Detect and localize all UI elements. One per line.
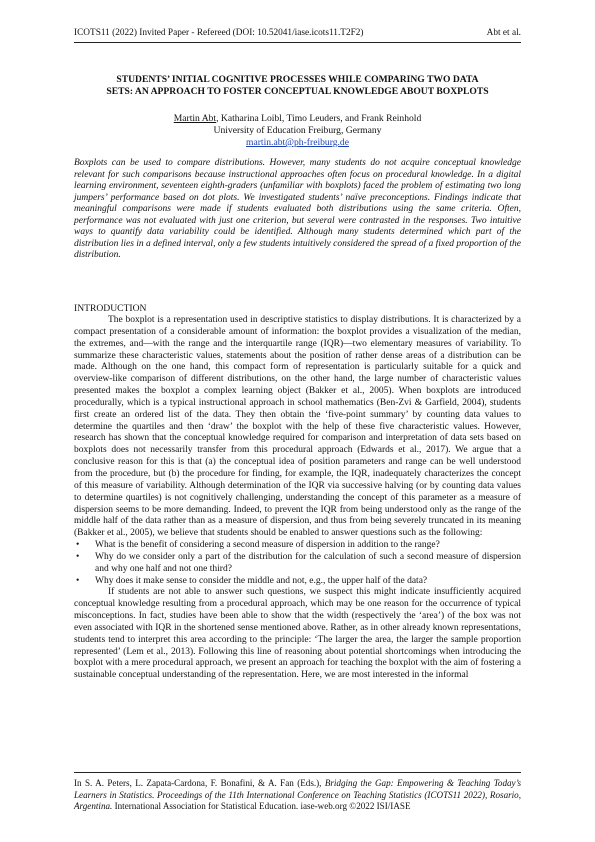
affiliation: University of Education Freiburg, Germany	[213, 125, 382, 136]
presenting-author: Martin Abt	[173, 113, 217, 124]
question-list	[74, 540, 521, 587]
title-line-1: STUDENTS’ INITIAL COGNITIVE PROCESSES WHILE COMPARING TWO DATA	[116, 74, 479, 85]
bullet-icon: •	[76, 540, 80, 551]
author-names	[74, 113, 521, 125]
co-authors: , Katharina Loibl, Timo Leuders, and Frank Reinhold	[216, 113, 422, 124]
list-item	[74, 552, 521, 576]
list-item-text: Why does it make sense to consider the middle and not, e.g., the upper half of the data?	[95, 575, 428, 586]
bullet-icon: •	[76, 551, 80, 562]
footer-rule	[74, 772, 521, 773]
list-item	[74, 576, 521, 588]
author-block	[74, 113, 521, 149]
footer-publisher: International Association for Statistical Education. iase-web.org ©2022 ISI/IASE	[114, 801, 411, 811]
list-item-text: What is the benefit of considering a second measure of dispersion in addition to the range?	[95, 540, 440, 551]
introduction-body	[74, 315, 521, 682]
list-item-text: Why do we consider only a part of the distribution for the calculation of such a second measure of dispersion and why one half and not one third?	[95, 551, 521, 574]
header-citation: ICOTS11 (2022) Invited Paper - Refereed (DOI: 10.52041/iase.icots11.T2F2)	[74, 28, 364, 38]
paper-title	[74, 74, 521, 98]
list-item	[74, 540, 521, 552]
footer-editors: In S. A. Peters, L. Zapata-Cardona, F. Bonafini, & A. Fan (Eds.),	[74, 778, 322, 788]
footer-book-title: Bridging the Gap: Empowering & Teaching Today’s Learners in Statistics. Proceedings of the 11th International Conference on Teaching Statistics (ICOTS11 2022), Rosario, Argentina.	[74, 778, 521, 811]
paragraph-1: The boxplot is a representation used in descriptive statistics to display distributions. It is characterized by a compact presentation of a considerable amount of information: the boxplot provides a visualization of the median, the extremes, and—with the range and the interquartile range (IQR)—two elementary measures of variability. To summarize these characteristic values, statements about the position of rather dense areas of a distribution can be made. Although on the one hand, this compact form of representation is particularly suitable for a quick and overview-like comparison of different distributions, on the other hand, the large number of characteristic values presented makes the boxplot a complex learning object (Bakker et al., 2005). When boxplots are introduced procedurally, which is a typical instructional approach in school mathematics (Ben-Zvi & Garfield, 2004), students first create an ordered list of the data. They then obtain the ‘five-point summary’ by counting data values to determine the quartiles and then ‘draw’ the boxplot with the help of these five characteristic values. However, research has shown that the conceptual knowledge required for comparison and interpretation of data sets based on boxplots does not necessarily transfer from this procedural approach (Edwards et al., 2017). We argue that a conclusive reason for this is that (a) the conceptual idea of position parameters and range can be well understood from the procedure, but (b) the procedure for finding, for example, the IQR, inadequately characterizes the concept of this measure of variability. Although determination of the IQR via successive halving (or by counting data values to determine quartiles) is not cognitively challenging, understanding the concept of this parameter as a measure of dispersion seems to be more demanding. Indeed, to prevent the IQR from being understood only as the range of the middle half of the data rather than as a measure of dispersion, and thus from being severely truncated in its meaning (Bakker et al., 2005), we believe that students should be enabled to answer questions such as the following:	[74, 315, 521, 539]
section-heading-introduction: INTRODUCTION	[74, 303, 147, 314]
bullet-icon: •	[76, 575, 80, 586]
paragraph-2: If students are not able to answer such questions, we suspect this might indicate insufficiently acquired conceptual knowledge resulting from a procedural approach, which may be one reason for the occurrence of typical misconceptions. In fact, studies have been able to show that the width (respectively the ‘area’) of the box was not even associated with IQR in the shortened sense mentioned above. Rather, as in other already known representations, students tend to interpret this area according to the principle: ‘The larger the area, the larger the sample proportion represented’ (Lem et al., 2013). Following this line of reasoning about potential shortcomings when introducing the boxplot with a mere procedural approach, we present an approach for teaching the boxplot with the aim of fostering a sustainable conceptual understanding of the representation. Here, we are most interested in the informal	[74, 587, 521, 681]
abstract: Boxplots can be used to compare distributions. However, many students do not acquire conceptual knowledge relevant for such comparisons because instructional approaches often focus on procedural knowledge. In a digital learning environment, seventeen eighth-graders (unfamiliar with boxplots) faced the problem of estimating two long jumpers’ performance based on dot plots. We investigated students’ naïve preconceptions. Findings indicate that meaningful comparisons were made if students evaluated both distributions using the same criteria. Often, performance was not evaluated with just one criterion, but several were contrasted in the responses. Two intuitive ways to quantify data variability could be identified. Although many students determined which part of the distribution lies in a defined interval, only a few students intuitively considered the spread of a fixed proportion of the distribution.	[74, 158, 521, 261]
header-rule	[74, 42, 521, 43]
header-authors: Abt et al.	[486, 28, 521, 38]
author-email-link[interactable]: martin.abt@ph-freiburg.de	[246, 137, 349, 148]
running-header	[74, 28, 521, 38]
title-line-2: SETS: AN APPROACH TO FOSTER CONCEPTUAL KNOWLEDGE ABOUT BOXPLOTS	[106, 86, 489, 97]
page-footer	[74, 778, 521, 813]
